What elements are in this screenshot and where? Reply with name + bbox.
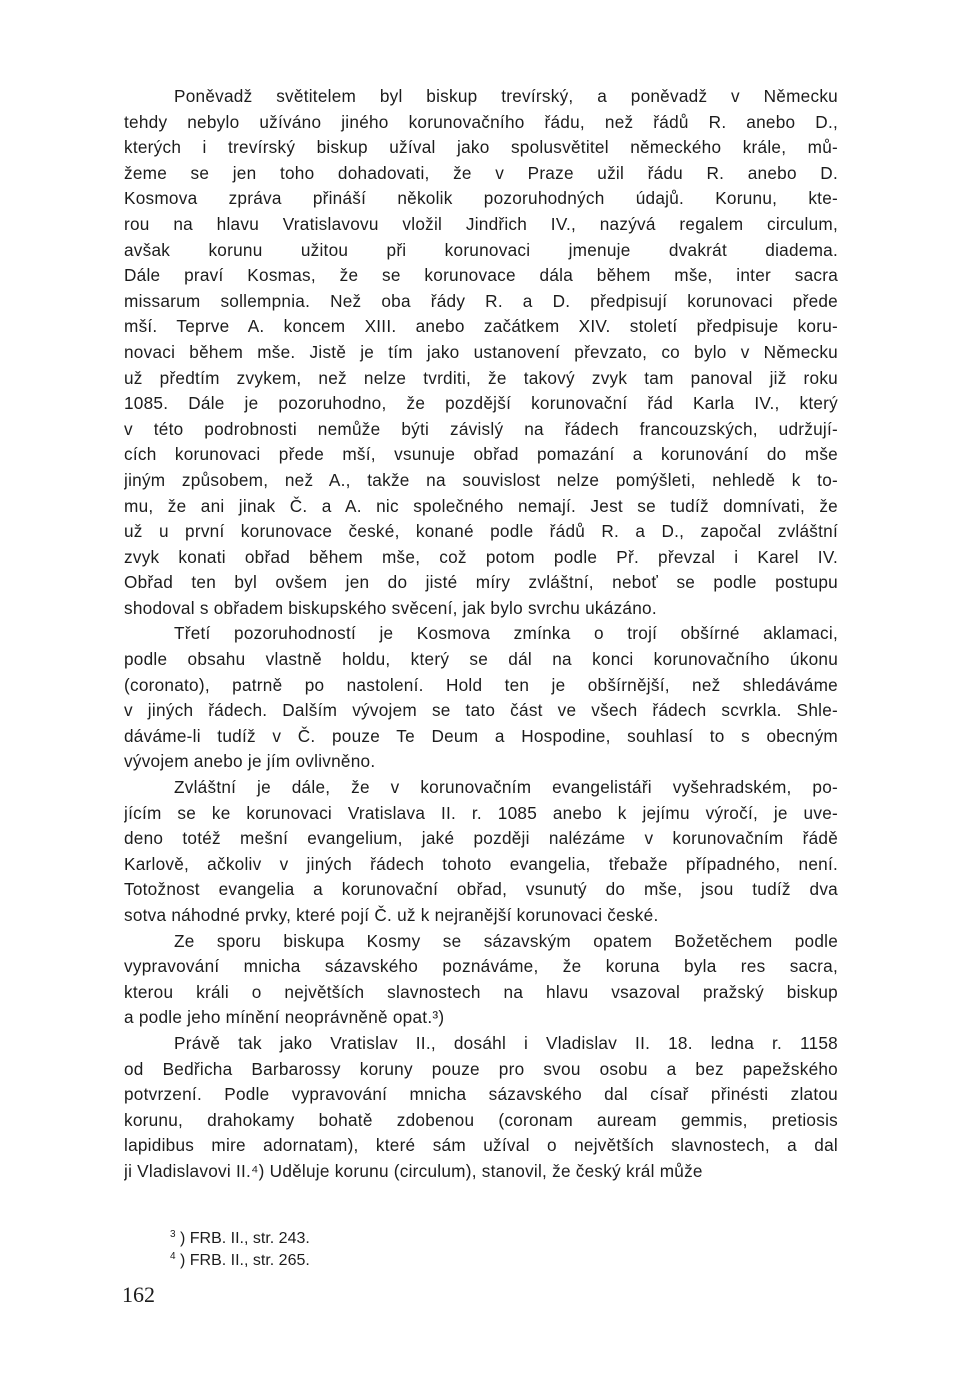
page-number: 162 xyxy=(122,1282,155,1307)
text-line: sotva náhodné prvky, které pojí Č. už k nejranější korunovaci české. xyxy=(124,905,659,925)
text-line: cích korunovaci přede mší, vsunuje obřad pomazání a korunování do mše xyxy=(124,444,838,465)
footnote-text: ) FRB. II., str. 265. xyxy=(180,1252,310,1269)
text-line: 1085. Dále je pozoruhodno, že pozdější korunovační řád Karla IV., který xyxy=(124,393,838,414)
text-line: ji Vladislavovi II.⁴) Uděluje korunu (circulum), stanovil, že český král může xyxy=(124,1160,703,1181)
text-line: novaci během mše. Jistě je tím jako ustanovení převzato, co bylo v Německu xyxy=(124,341,838,362)
body-text xyxy=(124,84,838,1185)
text-line: zvyk konati obřad během mše, což potom podle Př. převzal i Karel IV. xyxy=(124,546,838,567)
text-line: (coronato), patrně po nastolení. Hold ten je obšírnější, než shledáváme xyxy=(124,674,838,695)
text-line: jícím se ke korunovaci Vratislava II. r. 1085 anebo k jejímu výročí, je uve- xyxy=(124,802,838,823)
text-line: Ze sporu biskupa Kosmy se sázavským opatem Božetěchem podle xyxy=(174,930,838,951)
text-line: Právě tak jako Vratislav II., dosáhl i Vladislav II. 18. ledna r. 1158 xyxy=(174,1032,838,1053)
text-line: Obřad ten byl ovšem jen do jisté míry zvláštní, neboť se podle postupu xyxy=(124,572,838,593)
text-line: vývojem anebo je jím ovlivněno. xyxy=(124,751,376,772)
footnotes xyxy=(124,1228,524,1272)
text-line: už u první korunovace české, konané podle řádů R. a D., započal zvláštní xyxy=(124,521,838,542)
text-line: avšak korunu užitou při korunovaci jmenuje dvakrát diadema. xyxy=(124,239,838,260)
text-line: shodoval s obřadem biskupského svěcení, jak bylo svrchu ukázáno. xyxy=(124,597,657,618)
text-line: Totožnost evangelia a korunovační obřad, vsunutý do mše, jsou tudíž dva xyxy=(124,879,838,900)
text-line: potvrzení. Podle vypravování mnicha sázavského dal císař přinésti zlatou xyxy=(124,1084,838,1105)
paragraph xyxy=(124,775,838,929)
text-line: Dále praví Kosmas, že se korunovace dála během mše, inter sacra xyxy=(124,265,838,286)
text-line: korunu, drahokamy bohatě zdobenou (coronam auream gemmis, pretiosis xyxy=(124,1109,838,1130)
text-line: mší. Teprve A. koncem XIII. anebo začátkem XIV. století předpisuje koru- xyxy=(124,316,838,337)
footnote-text: ) FRB. II., str. 243. xyxy=(180,1230,310,1247)
text-line: dáváme-li tudíž v Č. pouze Te Deum a Hospodine, souhlasí to s obecným xyxy=(124,725,838,746)
paragraph xyxy=(124,621,838,775)
text-line: v této podrobnosti nemůže býti závislý na řádech francouzských, udržují- xyxy=(124,418,838,439)
text-line: podle obsahu vlastně holdu, který se dál na konci korunovačního úkonu xyxy=(124,649,838,670)
text-line: Zvláštní je dále, že v korunovačním evangelistáři vyšehradském, po- xyxy=(174,777,838,798)
paragraph xyxy=(124,84,838,621)
text-line: missarum sollempnia. Než oba řády R. a D. předpisují korunovaci přede xyxy=(124,290,838,311)
text-line: od Bedřicha Barbarossy koruny pouze pro svou osobu a bez papežského xyxy=(124,1058,838,1079)
text-line: jiným způsobem, než A., takže na souvislost nelze pomýšleti, nehledě k to- xyxy=(124,469,838,490)
text-line: kterou králi o největších slavnostech na hlavu vsazoval pražský biskup xyxy=(124,981,838,1002)
text-line: kterých i trevírský biskup užíval jako spolusvětitel německého krále, mů- xyxy=(124,137,838,158)
paragraph xyxy=(124,1031,838,1185)
text-line: žeme se jen toho dohadovati, že v Praze užil řádu R. anebo D. xyxy=(124,162,838,183)
text-line: Kosmova zpráva přináší několik pozoruhodných údajů. Korunu, kte- xyxy=(124,188,838,209)
text-line: Třetí pozoruhodností je Kosmova zmínka o trojí obšírné aklamaci, xyxy=(174,623,838,644)
text-line: deno totéž mešní evangelium, jaké později nalézáme v korunovačním řádě xyxy=(124,828,838,849)
paragraph xyxy=(124,929,838,1031)
text-line: už předtím zvykem, než nelze tvrditi, že takový zvyk tam panoval již roku xyxy=(124,367,838,388)
footnote: 3 ) FRB. II., str. 243. xyxy=(170,1228,310,1247)
text-line: rou na hlavu Vratislavovu vložil Jindřich IV., nazývá regalem circulum, xyxy=(124,213,838,234)
footnote: 4 ) FRB. II., str. 265. xyxy=(170,1250,310,1269)
text-line: tehdy nebylo užíváno jiného korunovačního řádu, než řádů R. anebo D., xyxy=(124,111,838,132)
text-line: mu, že ani jinak Č. a A. nic společného nemají. Jest se tudíž domnívati, že xyxy=(124,495,838,516)
text-line: a podle jeho mínění neoprávněně opat.³) xyxy=(124,1007,445,1028)
text-line: vypravování mnicha sázavského poznáváme, že koruna byla res sacra, xyxy=(124,956,838,977)
text-line: Poněvadž světitelem byl biskup trevírský, a poněvadž v Německu xyxy=(174,86,838,106)
text-line: lapidibus mire adornatam), které sám užíval o největších slavnostech, a dal xyxy=(124,1135,838,1156)
text-line: Karlově, ačkoliv v jiných řádech tohoto evangelia, třebaže případného, není. xyxy=(124,853,838,874)
text-line: v jiných řádech. Dalším vývojem se tato část ve všech řádech scvrkla. Shle- xyxy=(124,700,838,721)
